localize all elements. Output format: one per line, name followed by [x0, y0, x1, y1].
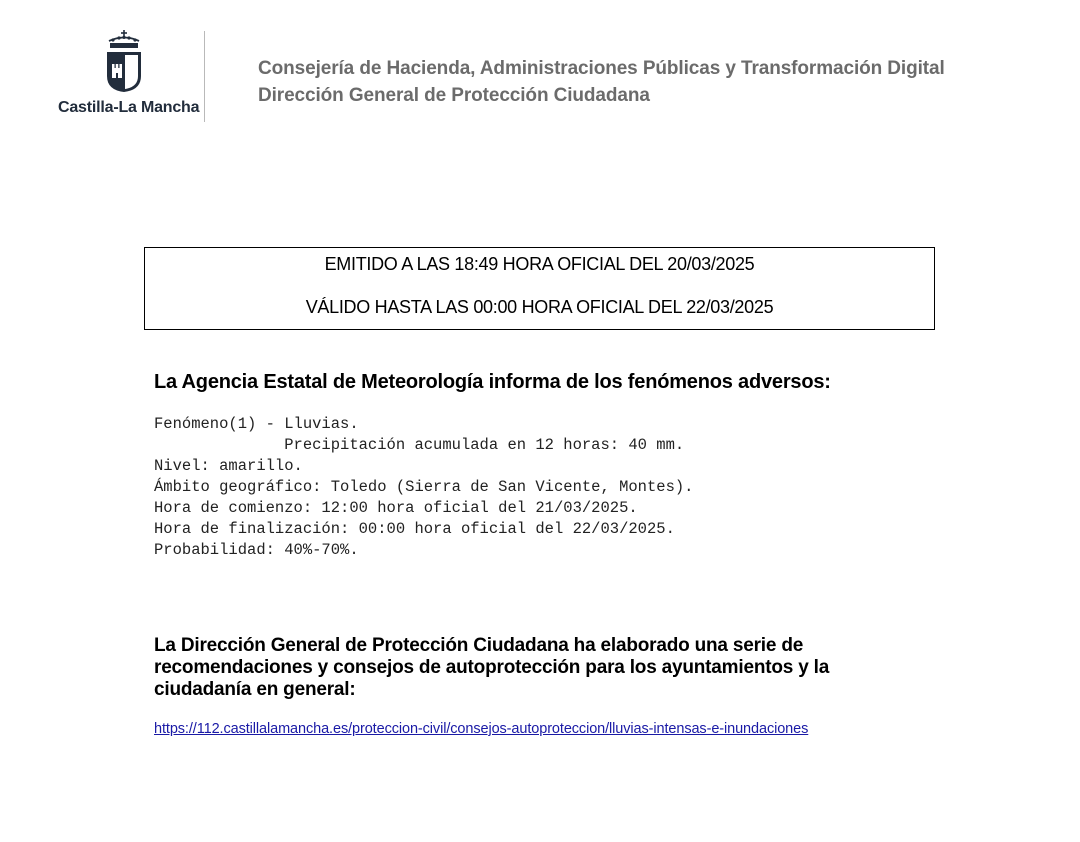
recommendations-link[interactable]: https://112.castillalamancha.es/proteccion-civil/consejos-autoproteccion/lluvias-intensas-e-inundaciones	[154, 721, 809, 737]
header-line-ministry: Consejería de Hacienda, Administraciones Públicas y Transformación Digital	[258, 58, 945, 79]
phenomenon-details	[154, 414, 694, 561]
detail-line: Precipitación acumulada en 12 horas: 40 mm.	[154, 436, 685, 454]
valid-until-time: VÁLIDO HASTA LAS 00:00 HORA OFICIAL DEL 22/03/2025	[305, 297, 774, 317]
aemet-title: La Agencia Estatal de Meteorología informa de los fenómenos adversos:	[154, 371, 831, 393]
recommendations-text: La Dirección General de Protección Ciudadana ha elaborado una serie de recomendaciones y consejos de autoprotección para los ayuntamientos y la ciudadanía en general:	[154, 635, 830, 700]
header-line-directorate: Dirección General de Protección Ciudadana	[258, 85, 650, 106]
emitted-time: EMITIDO A LAS 18:49 HORA OFICIAL DEL 20/03/2025	[324, 254, 755, 274]
detail-line: Hora de finalización: 00:00 hora oficial del 22/03/2025.	[154, 520, 675, 538]
detail-line: Fenómeno(1) - Lluvias.	[154, 415, 359, 433]
castilla-la-mancha-emblem-icon	[104, 28, 144, 94]
detail-line: Ámbito geográfico: Toledo (Sierra de San Vicente, Montes).	[154, 478, 694, 496]
detail-line: Hora de comienzo: 12:00 hora oficial del 21/03/2025.	[154, 499, 638, 517]
issue-info-box	[144, 247, 935, 330]
detail-line: Nivel: amarillo.	[154, 457, 303, 475]
detail-line: Probabilidad: 40%-70%.	[154, 541, 359, 559]
logo-text: Castilla-La Mancha	[58, 99, 200, 116]
header-divider	[204, 31, 205, 122]
header-title	[258, 55, 945, 109]
logo	[52, 28, 202, 124]
